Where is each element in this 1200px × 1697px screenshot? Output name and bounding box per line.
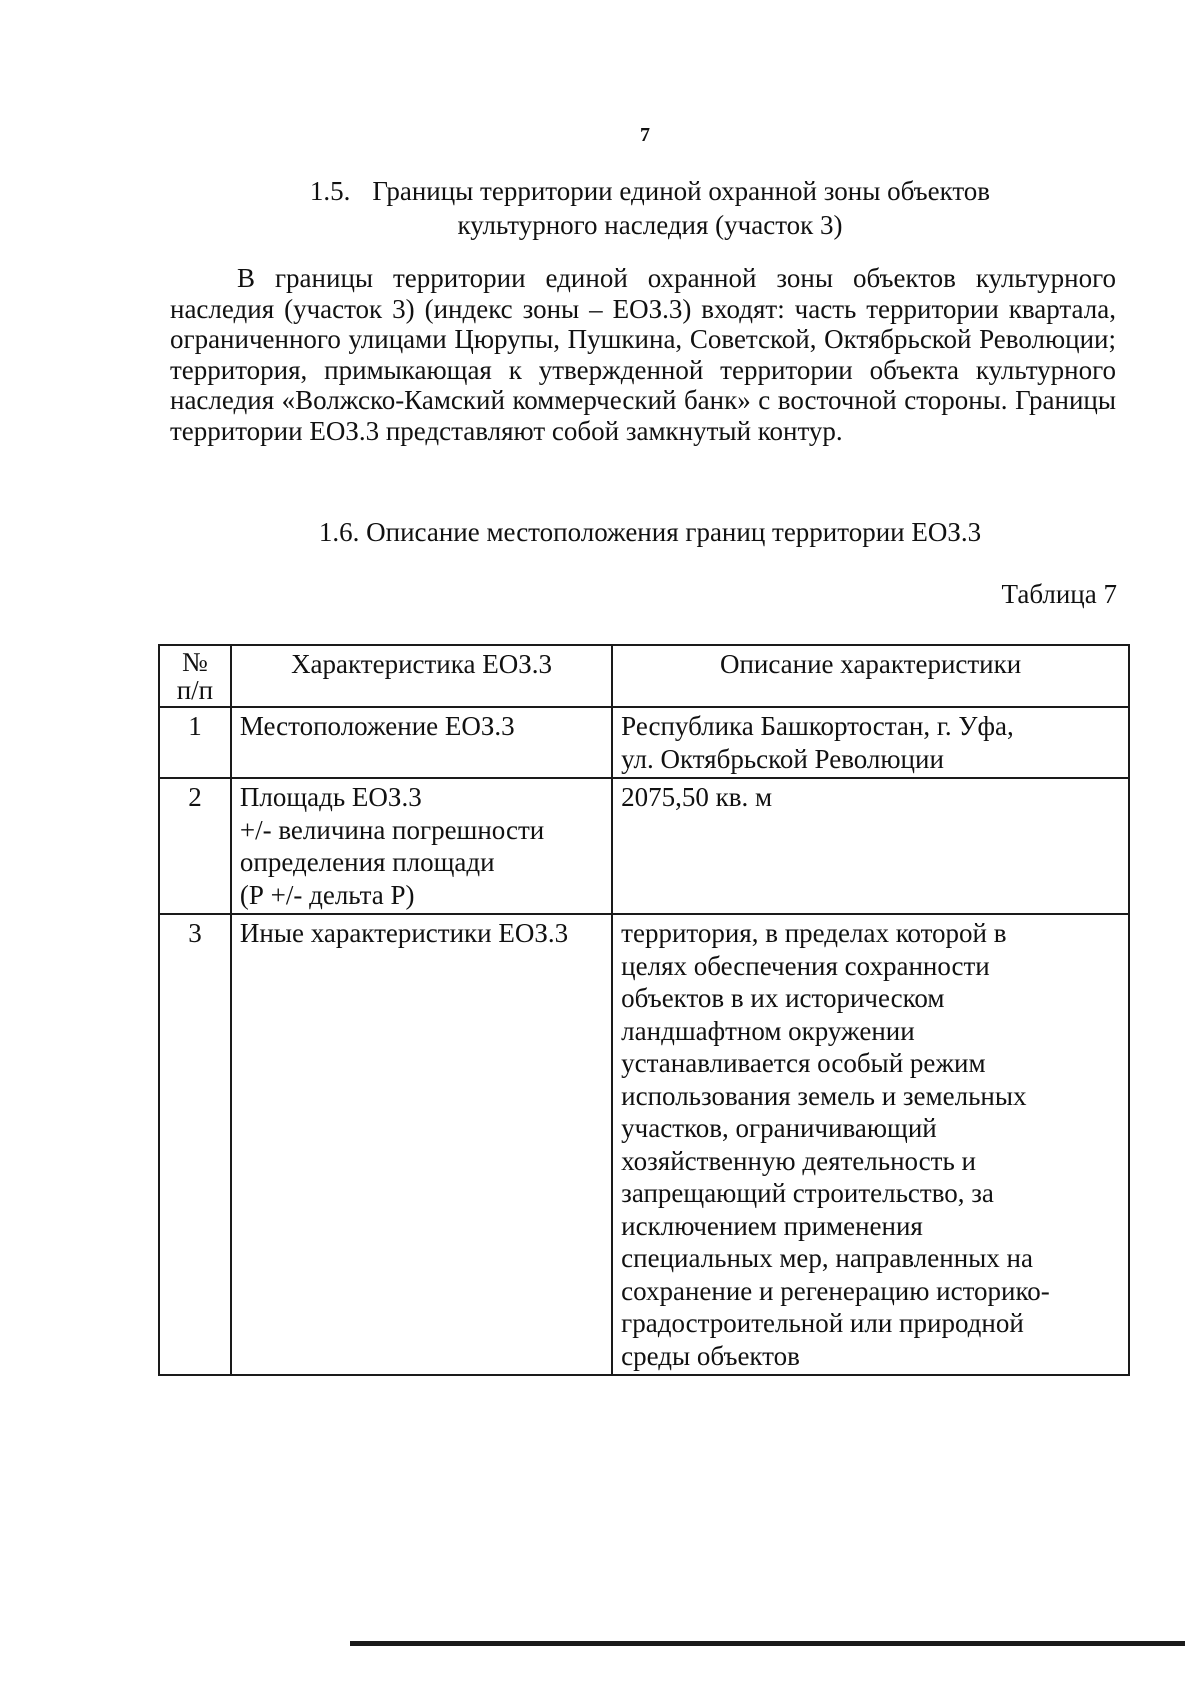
header-number-pp: п/п xyxy=(176,675,214,705)
description-line: использования земель и земельных xyxy=(621,1080,1027,1111)
footer-rule xyxy=(350,1641,1185,1646)
header-characteristic: Характеристика ЕОЗ.3 xyxy=(231,645,612,707)
characteristics-table xyxy=(158,644,1130,1376)
row-number: 3 xyxy=(159,914,231,1375)
description-line: исключением применения xyxy=(621,1210,923,1241)
table-caption: Таблица 7 xyxy=(1001,579,1117,609)
table-body xyxy=(159,707,1129,1375)
description-line: градостроительной или природной xyxy=(621,1308,1024,1338)
section-1-6-heading: 1.6. Описание местоположения границ территории ЕОЗ.3 xyxy=(318,517,982,547)
page-number: 7 xyxy=(640,124,650,146)
row-description xyxy=(612,707,1129,778)
characteristic-line: Площадь ЕОЗ.3 xyxy=(239,782,422,812)
table-row xyxy=(159,707,1129,778)
header-description: Описание характеристики xyxy=(612,645,1129,707)
characteristic-line: Иные характеристики ЕОЗ.3 xyxy=(239,918,569,948)
characteristic-line: +/- величина погрешности xyxy=(239,814,545,845)
description-line: запрещающий строительство, за xyxy=(621,1178,994,1208)
section-1-5-heading-line1 xyxy=(180,174,1120,208)
description-line: участков, ограничивающий xyxy=(621,1113,937,1143)
table-header-row xyxy=(159,645,1129,707)
description-line: объектов в их историческом xyxy=(621,983,945,1013)
section-1-5-title-line1: Границы территории единой охранной зоны объектов xyxy=(372,176,991,206)
description-line: сохранение и регенерацию историко- xyxy=(621,1275,1050,1306)
characteristic-line: (Р +/- дельта Р) xyxy=(239,879,415,910)
row-description xyxy=(612,778,1129,914)
description-line: среды объектов xyxy=(621,1340,800,1371)
header-number-sign: № xyxy=(182,647,208,677)
row-number: 2 xyxy=(159,778,231,914)
description-line: Республика Башкортостан, г. Уфа, xyxy=(621,711,1014,741)
table-row xyxy=(159,914,1129,1375)
table-row xyxy=(159,778,1129,914)
description-line: устанавливается особый режим xyxy=(621,1048,986,1078)
description-line: целях обеспечения сохранности xyxy=(621,950,990,981)
description-line: 2075,50 кв. м xyxy=(621,782,773,812)
description-line: специальных мер, направленных на xyxy=(621,1243,1033,1273)
row-characteristic xyxy=(231,914,612,1375)
section-1-5-number: 1.5. xyxy=(309,176,351,206)
description-line: ул. Октябрьской Революции xyxy=(621,743,944,774)
description-line: ландшафтном окружении xyxy=(621,1015,915,1046)
section-1-5-title-line2: культурного наследия (участок 3) xyxy=(457,210,843,240)
row-characteristic xyxy=(231,778,612,914)
description-line: территория, в пределах которой в xyxy=(621,918,1007,948)
section-1-5-heading xyxy=(180,174,1120,242)
row-description xyxy=(612,914,1129,1375)
row-number: 1 xyxy=(159,707,231,778)
characteristic-line: определения площади xyxy=(239,847,495,877)
characteristic-line: Местоположение ЕОЗ.3 xyxy=(239,711,515,741)
row-characteristic xyxy=(231,707,612,778)
zone-description-paragraph: В границы территории единой охранной зоны объектов культурного наследия (участок 3) (индекс зоны – ЕОЗ.3) входят: часть территории квартала, ограниченного улицами Цюрупы, Пушкина, Советской, Октябрьской Революции; территория, примыкающая к утвержденной территории объекта культурного наследия «Волжско-Камский коммерческий банк» с восточной стороны. Границы территории ЕОЗ.3 представляют собой замкнутый контур. xyxy=(170,263,1116,446)
description-line: хозяйственную деятельность и xyxy=(621,1145,976,1176)
header-number xyxy=(159,645,231,707)
